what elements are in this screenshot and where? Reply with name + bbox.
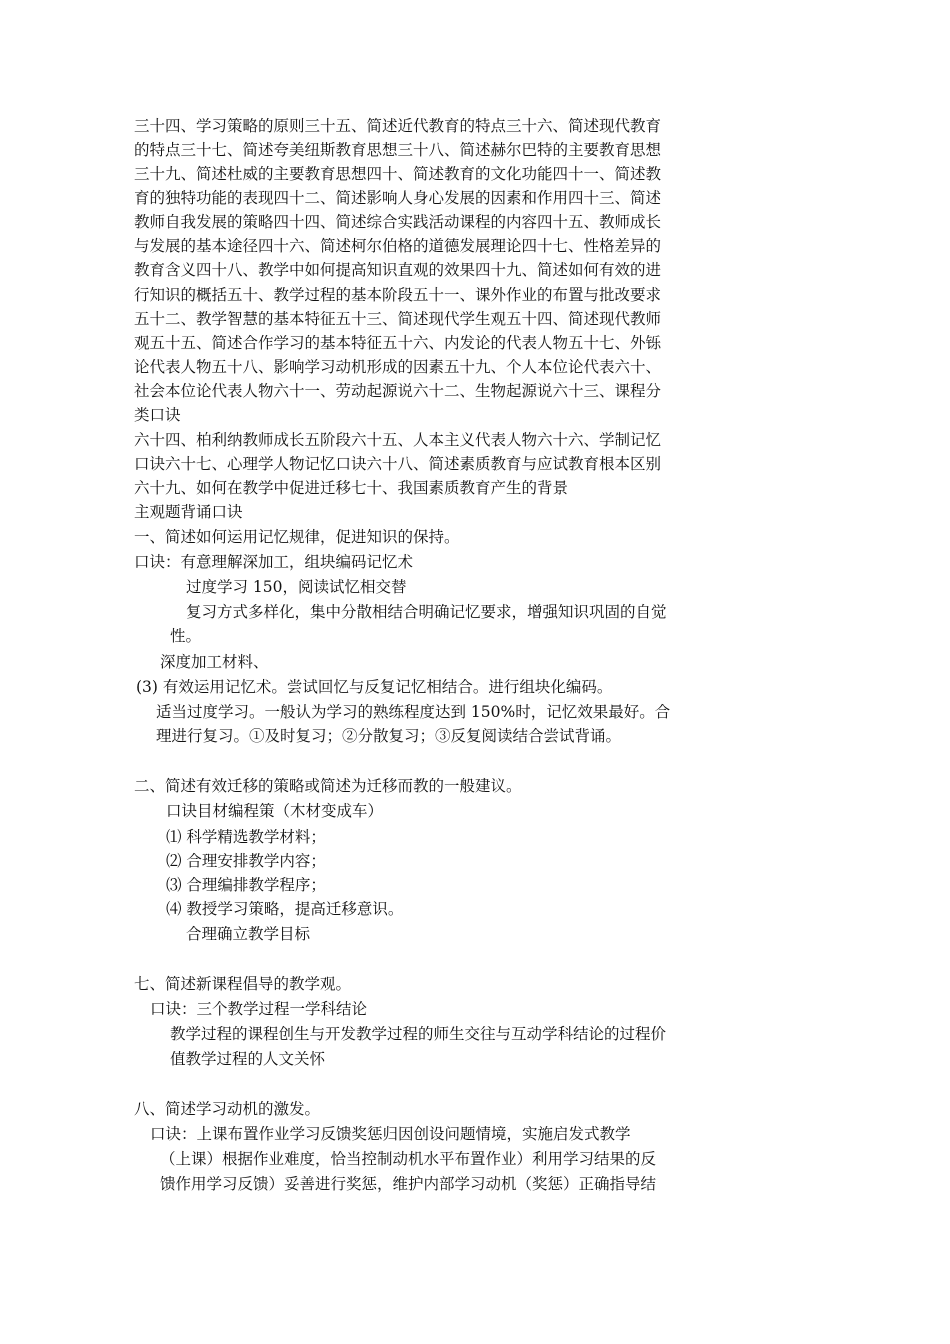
- text-line: 观五十五、简述合作学习的基本特征五十六、内发论的代表人物五十七、外铄: [134, 334, 662, 352]
- mnemonic-text: 口诀：三个教学过程一学科结论: [150, 1000, 368, 1018]
- list-item: ⑶ 合理编排教学程序；: [166, 876, 326, 894]
- text-line: 社会本位论代表人物六十一、劳动起源说六十二、生物起源说六十三、课程分: [134, 382, 662, 400]
- text-line: 类口诀: [134, 406, 181, 424]
- text-line: 口诀六十七、心理学人物记忆口诀六十八、简述素质教育与应试教育根本区别: [134, 455, 662, 473]
- text-line: 与发展的基本途径四十六、简述柯尔伯格的道德发展理论四十七、性格差异的: [134, 237, 662, 255]
- text-line: 论代表人物五十八、影响学习动机形成的因素五十九、个人本位论代表六十、: [134, 358, 662, 376]
- text-line: 深度加工材料、: [160, 653, 269, 671]
- text-line: 六十四、柏利纳教师成长五阶段六十五、人本主义代表人物六十六、学制记忆: [134, 431, 662, 449]
- list-item: ⑴ 科学精选教学材料；: [166, 828, 326, 846]
- text-line: 理进行复习。①及时复习；②分散复习；③反复阅读结合尝试背诵。: [156, 727, 622, 745]
- text-line: 三十九、简述杜威的主要教育思想四十、简述教育的文化功能四十一、简述教: [134, 165, 662, 183]
- list-item: ⑷ 教授学习策略，提高迁移意识。: [166, 900, 404, 918]
- text-line: 复习方式多样化，集中分散相结合明确记忆要求，增强知识巩固的自觉: [186, 603, 667, 621]
- text-line: 合理确立教学目标: [186, 925, 311, 943]
- text-line: 过度学习 150，阅读试忆相交替: [186, 578, 407, 596]
- text-line: 教学过程的课程创生与开发教学过程的师生交往与互动学科结论的过程价: [170, 1025, 667, 1043]
- text-line: 三十四、学习策略的原则三十五、简述近代教育的特点三十六、简述现代教育: [134, 117, 662, 135]
- mnemonic-text: 口诀：有意理解深加工，组块编码记忆术: [134, 553, 414, 571]
- text-line: 行知识的概括五十、教学过程的基本阶段五十一、课外作业的布置与批改要求: [134, 286, 662, 304]
- text-line: 的特点三十七、简述夸美纽斯教育思想三十八、简述赫尔巴特的主要教育思想: [134, 141, 662, 159]
- text-line: （上课）根据作业难度，恰当控制动机水平布置作业）利用学习结果的反: [160, 1150, 657, 1168]
- mnemonic-text: 口诀：上课布置作业学习反馈奖惩归因创设问题情境，实施启发式教学: [150, 1125, 631, 1143]
- text-line: 性。: [170, 627, 202, 645]
- text-line: 育的独特功能的表现四十二、简述影响人身心发展的因素和作用四十三、简述: [134, 189, 662, 207]
- question-title: 八、简述学习动机的激发。: [134, 1100, 321, 1118]
- question-title: 七、简述新课程倡导的教学观。: [134, 975, 352, 993]
- text-line: 值教学过程的人文关怀: [170, 1050, 326, 1068]
- section-heading: 主观题背诵口诀: [134, 503, 243, 521]
- text-line: 馈作用学习反馈）妥善进行奖惩，维护内部学习动机（奖惩）正确指导结: [160, 1175, 657, 1193]
- mnemonic-text: 口诀目材编程策（木材变成车）: [166, 802, 384, 820]
- question-title: 二、简述有效迁移的策略或简述为迁移而教的一般建议。: [134, 777, 522, 795]
- list-item: ⑵ 合理安排教学内容；: [166, 852, 326, 870]
- question-title: 一、简述如何运用记忆规律，促进知识的保持。: [134, 528, 460, 546]
- text-line: 五十二、教学智慧的基本特征五十三、简述现代学生观五十四、简述现代教师: [134, 310, 662, 328]
- text-line: (3) 有效运用记忆术。尝试回忆与反复记忆相结合。进行组块化编码。: [136, 678, 613, 696]
- text-line: 教育含义四十八、教学中如何提高知识直观的效果四十九、简述如何有效的进: [134, 261, 662, 279]
- text-line: 教师自我发展的策略四十四、简述综合实践活动课程的内容四十五、教师成长: [134, 213, 662, 231]
- text-line: 适当过度学习。一般认为学习的熟练程度达到 150%时，记忆效果最好。合: [156, 703, 671, 721]
- text-line: 六十九、如何在教学中促进迁移七十、我国素质教育产生的背景: [134, 479, 569, 497]
